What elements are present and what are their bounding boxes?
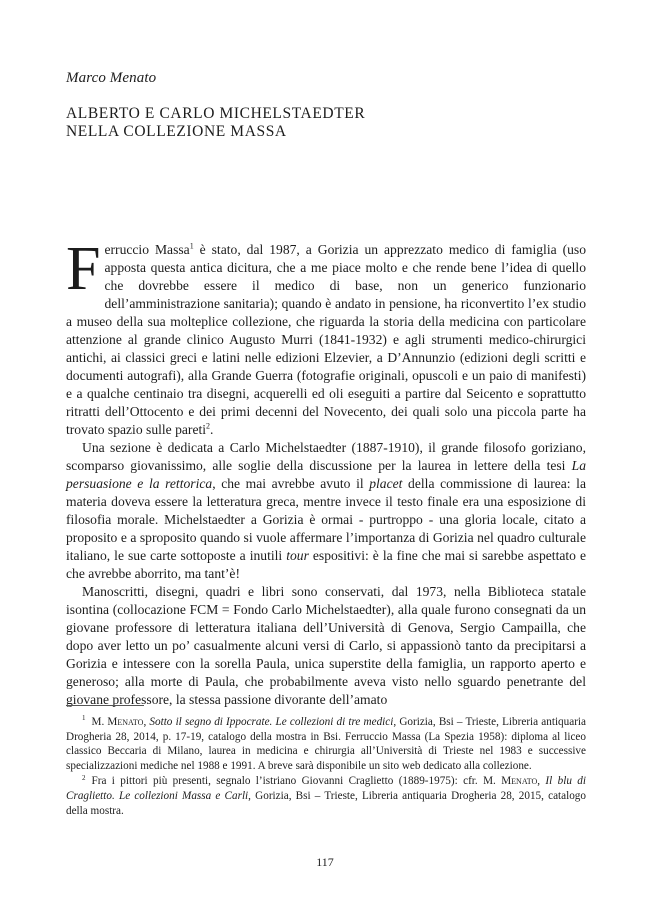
p2-italic-tour: tour <box>286 548 309 563</box>
paragraph-2 <box>66 439 586 583</box>
footnote-1-author: Menato <box>107 716 144 728</box>
p3-text-a: Manoscritti, disegni, quadri e libri sono conservati, dal 1973, nella Biblioteca statale isontina (collocazione FCM = Fondo Carlo Michelstaedter), alla quale furono consegnati da un giovane professore di letteratura italiana dell’Università di Genova, Sergio Campailla, che dopo aver letto un po’ casualmente alcuni versi di Carlo, si appassionò tanto da precipitarsi a Gorizia e intessere con la sorella Paula, unica superstite della famiglia, un rapporto aperto e generoso; alla morte di Paula, che probabilmente aveva visto nello sguardo penetrante del giovane professore, la stessa passione divorante dell’amato <box>66 584 586 707</box>
footnote-1-number: 1 <box>82 714 86 723</box>
paragraph-3 <box>66 583 586 709</box>
p2-text-b: , che mai avrebbe avuto il <box>212 476 370 491</box>
footnote-ref-2[interactable]: 2 <box>206 421 211 431</box>
article-title <box>66 105 365 141</box>
footnote-2 <box>66 774 586 818</box>
p2-italic-placet: placet <box>369 476 403 491</box>
p1-text-c: . <box>210 422 214 437</box>
page-number: 117 <box>316 855 334 869</box>
p2-text-a: Una sezione è dedicata a Carlo Michelstaedter (1887-1910), il grande filosofo goriziano, scomparso giovanissimo, alle soglie della discussione per la laurea in lettere della tesi <box>66 440 586 473</box>
footnote-2-text-a: Fra i pittori più presenti, segnalo l’istriano Giovanni Craglietto (1889-1975): cfr. M. <box>91 775 502 788</box>
footnote-1-italic: Sotto il segno di Ippocrate. Le collezioni di tre medici <box>149 716 394 728</box>
title-line-2: NELLA COLLEZIONE MASSA <box>66 123 287 140</box>
footnote-2-number: 2 <box>82 773 86 782</box>
footnote-1-text-a: M. <box>91 716 108 728</box>
drop-cap: F <box>66 235 101 303</box>
footnote-2-author: Menato <box>501 775 538 788</box>
footnote-2-italic: Il blu di Craglietto. Le collezioni Massa e Carli <box>66 775 586 802</box>
footnote-1 <box>66 715 586 773</box>
p1-text-a: erruccio Massa <box>104 242 190 257</box>
p2-italic-title: La persuasione e la rettorica <box>66 458 586 491</box>
footnote-separator <box>66 705 144 706</box>
p2-text-d: espositivi: è la fine che mai si sarebbe aspettato e che avrebbe aborrito, ma tant’è! <box>66 548 586 581</box>
body-text <box>66 235 586 709</box>
footnote-2-text-c: , Gorizia, Bsi – Trieste, Libreria antiquaria Drogheria 28, 2015, catalogo della mostra. <box>66 789 586 817</box>
title-line-1: ALBERTO E CARLO MICHELSTAEDTER <box>66 105 366 122</box>
footnotes <box>66 715 586 819</box>
footnote-1-text-b: , <box>143 716 150 728</box>
footnote-2-text-b: , <box>537 775 546 788</box>
author-name: Marco Menato <box>66 70 157 86</box>
footnote-1-text-c: , Gorizia, Bsi – Trieste, Libreria antiquaria Drogheria 28, 2014, p. 17-19, catalogo della mostra in Bsi. Ferruccio Massa (La Spezia 1958): diploma al liceo classico Beccaria di Milano, laurea in medicina e chirurgia all’Università di Trieste nel 1983 e successive specializzazioni mediche nel 1988 e 1991. A breve sarà disponibile un sito web dedicato alla collezione. <box>66 716 587 772</box>
p1-text-b: è stato, dal 1987, a Gorizia un apprezzato medico di famiglia (uso apposta questa antica dicitura, che a me piace molto e che rende bene l’idea di quello che dovrebbe essere il medico di base, non un generico funzionario dell’amministrazione sanitaria); quando è andato in pensione, ha riconvertito l’ex studio a museo della sua molteplice collezione, che riguarda la storia della medicina con particolare attenzione al grande clinico Augusto Murri (1841-1932) e agli strumenti medico-chirurgici antichi, ai classici greci e latini nelle edizioni Elzevier, a D’Annunzio (edizioni degli scritti e documenti autografi), alla Grande Guerra (fotografie originali, opuscoli e un paio di manifesti) e a qualche centinaio tra disegni, acquerelli ed oli eseguiti a partire dal Seicento e soprattutto ritratti dell’Ottocento e dei primi decenni del Novecento, dei quali solo una piccola parte ha trovato spazio sulle pareti <box>66 242 586 437</box>
p2-text-c: della commissione di laurea: la materia doveva essere la letteratura greca, mentre invece il testo finale era una esposizione di filosofia morale. Michelstaedter a Gorizia è ormai - purtroppo - una gloria locale, citato a proposito e a sproposito quando si vuole affermare l’importanza di Gorizia nel quadro culturale italiano, le sue carte sottoposte a inutili <box>66 476 586 563</box>
paragraph-1 <box>66 235 586 439</box>
footnote-ref-1[interactable]: 1 <box>189 241 194 251</box>
